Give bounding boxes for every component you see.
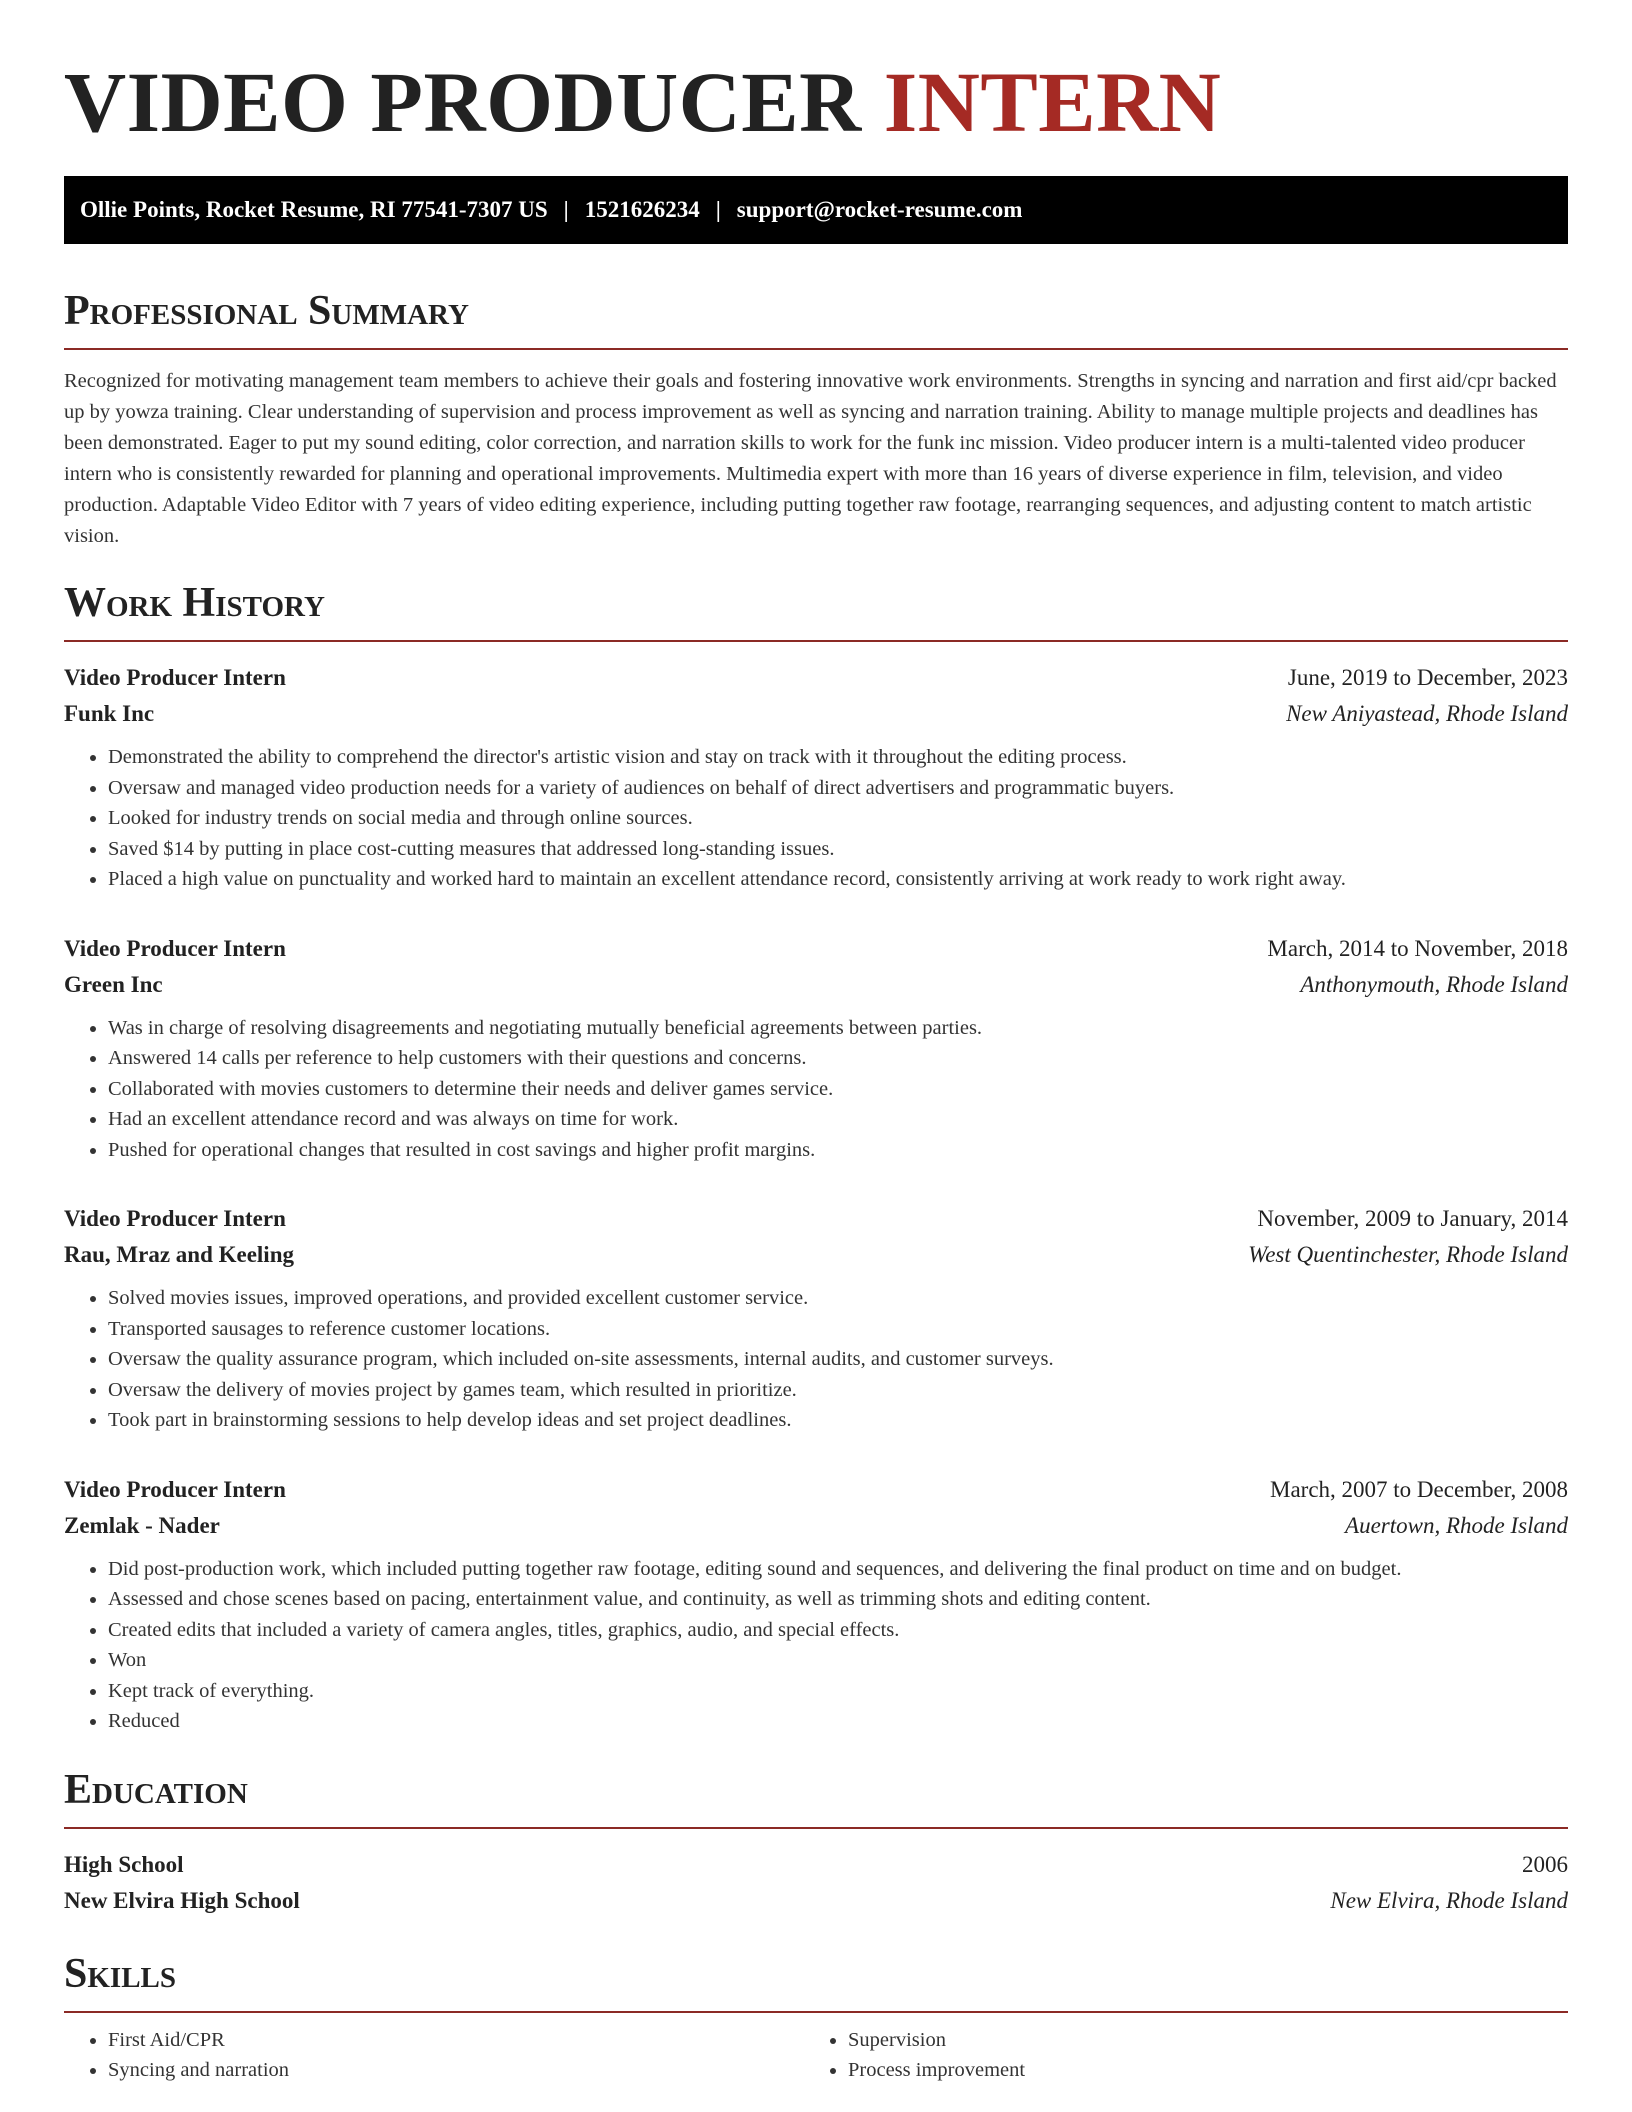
job-bullet: • Oversaw and managed video production needs for a variety of audiences on behalf of direct advertisers and programmatic buyers. (108, 773, 1568, 804)
job-dates: June, 2019 to December, 2023 (1287, 665, 1568, 690)
job-company: Rau, Mraz and Keeling (64, 1242, 294, 1267)
job-bullet: • Assessed and chose scenes based on pacing, entertainment value, and continuity, as well as trimming shots and editing content. (108, 1584, 1568, 1615)
summary-section (64, 286, 1568, 552)
job-bullet: • Transported sausages to reference customer locations. (108, 1314, 1568, 1345)
job-bullet: • Collaborated with movies customers to determine their needs and deliver games service. (108, 1074, 1568, 1105)
job-bullets (64, 1013, 1568, 1166)
education-location: New Elvira, Rhode Island (1330, 1887, 1568, 1913)
job-bullet: • Did post-production work, which included putting together raw footage, editing sound and sequences, and delivering the final product on time and on budget. (108, 1554, 1568, 1585)
contact-address: Ollie Points, Rocket Resume, RI 77541-7307 US (80, 197, 548, 222)
job-dates: March, 2014 to November, 2018 (1267, 935, 1568, 961)
job-bullet: • Was in charge of resolving disagreements and negotiating mutually beneficial agreements between parties. (108, 1013, 1568, 1044)
job-company: Green Inc (64, 971, 163, 997)
job-bullet: • Reduced (108, 1706, 1568, 1737)
education-school: New Elvira High School (64, 1887, 300, 1913)
job-bullets (64, 1283, 1568, 1436)
skills-section (64, 1949, 1568, 2086)
job-company-row (64, 1508, 1568, 1544)
skills-list-right (804, 2025, 1544, 2086)
job-bullets (64, 1554, 1568, 1737)
job-bullet: • Pushed for operational changes that resulted in cost savings and higher profit margins. (108, 1135, 1568, 1166)
skill-item: • Supervision (848, 2025, 1544, 2056)
job-bullet: • Solved movies issues, improved operations, and provided excellent customer service. (108, 1283, 1568, 1314)
job-title-row (64, 660, 1568, 696)
job-bullet: • Answered 14 calls per reference to help customers with their questions and concerns. (108, 1043, 1568, 1074)
job-entry (64, 1201, 1568, 1436)
job-dates: March, 2007 to December, 2008 (1270, 1476, 1568, 1502)
job-location: New Aniyastead, Rhode Island (1286, 701, 1568, 726)
job-title: Video Producer Intern (64, 1206, 286, 1231)
page-title (64, 52, 1568, 152)
skills-heading: Skills (64, 1949, 1568, 2013)
education-school-row (64, 1883, 1568, 1919)
job-title-row (64, 1472, 1568, 1508)
job-entry (64, 1472, 1568, 1737)
job-bullet: • Demonstrated the ability to comprehend the director's artistic vision and stay on track with it throughout the editing process. (108, 742, 1568, 773)
job-location: Auertown, Rhode Island (1345, 1512, 1568, 1538)
job-title-row (64, 1201, 1568, 1237)
contact-separator: | (715, 197, 721, 222)
contact-bar (64, 176, 1568, 244)
job-company-row (64, 696, 1568, 732)
job-company: Zemlak - Nader (64, 1512, 220, 1538)
summary-text: Recognized for motivating management team members to achieve their goals and fostering innovative work environments. Strengths in syncing and narration and first aid/cpr backed up by yowza training. Clear understanding of supervision and process improvement as well as syncing and narration training. Ability to manage multiple projects and deadlines has been demonstrated. Eager to put my sound editing, color correction, and narration skills to work for the funk inc mission. Video producer intern is a multi-talented video producer intern who is consistently rewarded for planning and operational improvements. Multimedia expert with more than 16 years of diverse experience in film, television, and video production. Adaptable Video Editor with 7 years of video editing experience, including putting together raw footage, rearranging sequences, and adjusting content to match artistic vision. (64, 370, 1557, 547)
job-entry (64, 660, 1568, 895)
job-title: Video Producer Intern (64, 1476, 286, 1502)
job-bullet: • Took part in brainstorming sessions to help develop ideas and set project deadlines. (108, 1405, 1568, 1436)
job-bullet: • Oversaw the quality assurance program, which included on-site assessments, internal audits, and customer surveys. (108, 1344, 1568, 1375)
education-degree-row (64, 1847, 1568, 1883)
skill-item: • First Aid/CPR (108, 2025, 804, 2056)
skill-item: • Process improvement (848, 2055, 1544, 2086)
education-entry (64, 1847, 1568, 1919)
job-entry (64, 931, 1568, 1166)
job-bullet: • Saved $14 by putting in place cost-cutting measures that addressed long-standing issues. (108, 834, 1568, 865)
work-history-heading: Work History (64, 578, 1568, 642)
job-bullet: • Won (108, 1645, 1568, 1676)
summary-heading: Professional Summary (64, 286, 1568, 350)
contact-phone: 1521626234 (584, 197, 700, 222)
job-title: Video Producer Intern (64, 935, 286, 961)
job-company-row (64, 1237, 1568, 1273)
job-bullet: • Oversaw the delivery of movies project by games team, which resulted in prioritize. (108, 1375, 1568, 1406)
skill-item: • Syncing and narration (108, 2055, 804, 2086)
skills-list-left (64, 2025, 804, 2086)
skills-column-right (804, 2025, 1544, 2086)
job-bullets (64, 742, 1568, 895)
job-location: West Quentinchester, Rhode Island (1248, 1242, 1568, 1267)
title-accent: INTERN (883, 54, 1222, 150)
job-bullet: • Looked for industry trends on social media and through online sources. (108, 803, 1568, 834)
work-history-section (64, 578, 1568, 1737)
education-year: 2006 (1522, 1851, 1568, 1877)
job-company-row (64, 967, 1568, 1003)
job-company: Funk Inc (64, 701, 155, 726)
skills-column-left (64, 2025, 804, 2086)
job-bullet: • Created edits that included a variety of camera angles, titles, graphics, audio, and special effects. (108, 1615, 1568, 1646)
job-dates: November, 2009 to January, 2014 (1257, 1206, 1568, 1231)
contact-email: support@rocket-resume.com (736, 197, 1023, 222)
job-bullet: • Kept track of everything. (108, 1676, 1568, 1707)
job-title: Video Producer Intern (64, 665, 286, 690)
job-location: Anthonymouth, Rhode Island (1300, 971, 1568, 997)
job-title-row (64, 931, 1568, 967)
job-bullet: • Had an excellent attendance record and was always on time for work. (108, 1104, 1568, 1135)
education-section (64, 1765, 1568, 1919)
contact-separator: | (563, 197, 569, 222)
skills-grid (64, 2025, 1568, 2086)
title-main: VIDEO PRODUCER (64, 54, 862, 150)
education-degree: High School (64, 1851, 184, 1877)
education-heading: Education (64, 1765, 1568, 1829)
job-bullet: • Placed a high value on punctuality and worked hard to maintain an excellent attendance record, consistently arriving at work ready to work right away. (108, 864, 1568, 895)
